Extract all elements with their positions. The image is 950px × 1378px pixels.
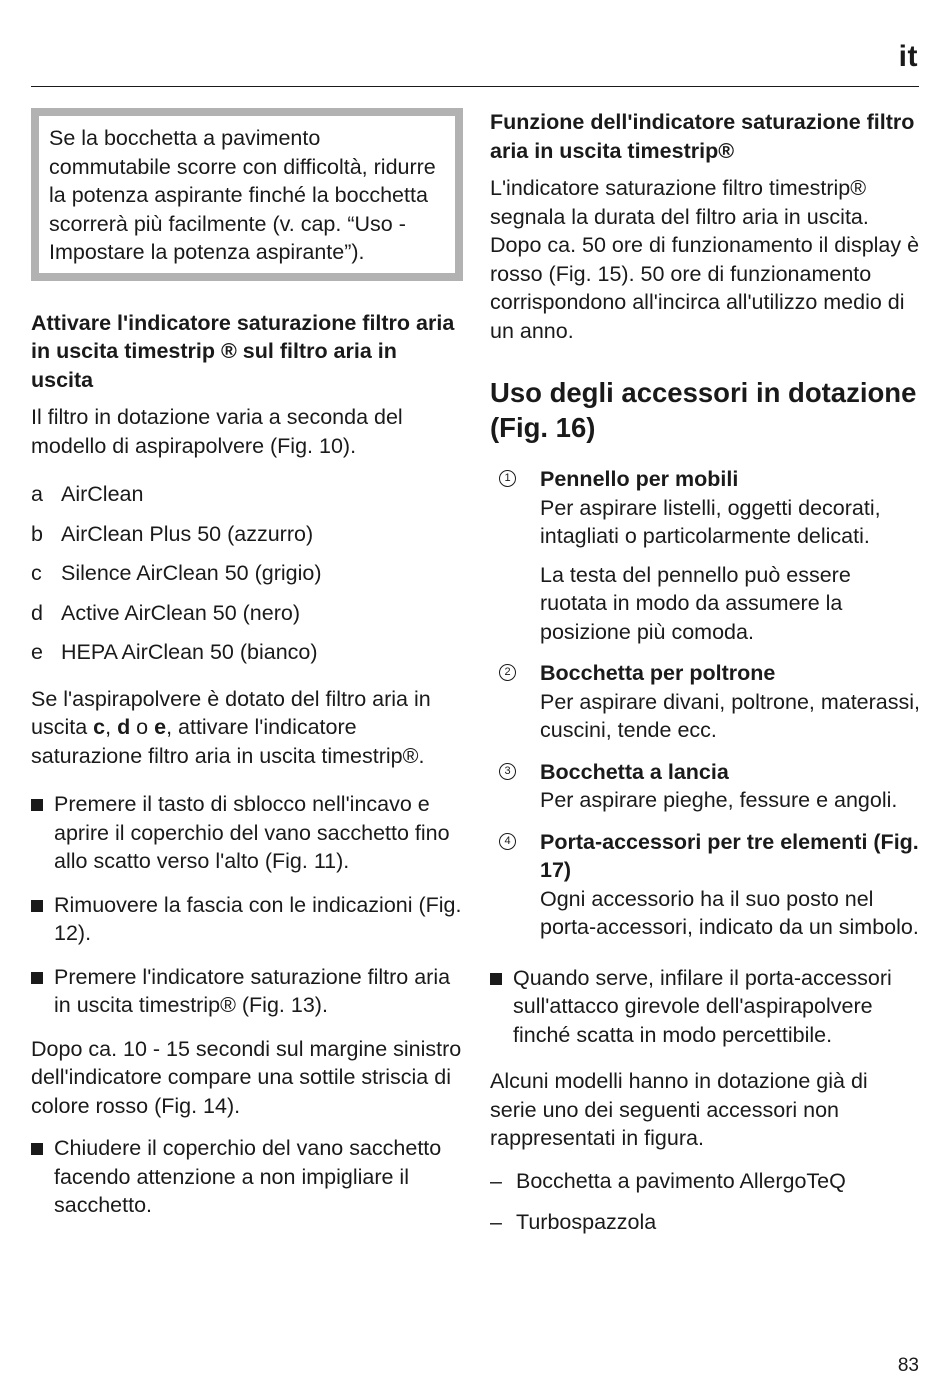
timestrip-activation-heading: Attivare l'indicatore saturazione filtro aria in uscita timestrip ® sul filtro aria in uscita xyxy=(31,310,455,392)
bullet-square-icon xyxy=(31,963,54,1020)
accessory-item xyxy=(490,758,920,815)
accessory-text: Per aspirare divani, poltrone, materassi, cuscini, tende ecc. xyxy=(540,689,921,742)
step-item: Premere l'indicatore saturazione filtro aria in uscita timestrip® (Fig. 13). xyxy=(31,963,463,1020)
accessory-item xyxy=(490,465,920,646)
dash-marker: – xyxy=(490,1210,502,1234)
list-text: Active AirClean 50 (nero) xyxy=(61,600,300,625)
accessory-title: Bocchetta a lancia xyxy=(540,759,729,784)
list-item xyxy=(31,638,463,667)
step-item: Quando serve, infilare il porta-accessori sull'attacco girevole dell'aspirapolvere finché scatta in modo percettibile. xyxy=(490,964,920,1050)
optional-accessories-text: Alcuni modelli hanno in dotazione già di serie uno dei seguenti accessori non rappresentati in figura. xyxy=(490,1069,868,1150)
list-letter: b xyxy=(31,521,43,546)
accessory-text: Ogni accessorio ha il suo posto nel porta-accessori, indicato da un simbolo. xyxy=(540,886,919,939)
accessory-title: Pennello per mobili xyxy=(540,467,739,491)
left-column xyxy=(31,108,463,1235)
list-letter: a xyxy=(31,482,43,506)
list-item: – Turbospazzola xyxy=(490,1208,920,1237)
step-item: Premere il tasto di sblocco nell'incavo e aprire il coperchio del vano sacchetto fino allo scatto verso l'alto (Fig. 11). xyxy=(31,790,463,876)
bullet-square-icon xyxy=(31,891,54,948)
header-rule xyxy=(31,86,919,87)
list-letter: c xyxy=(31,561,42,585)
filter-intro: Il filtro in dotazione varia a seconda del modello di aspirapolvere (Fig. 10). xyxy=(31,405,403,458)
bullet-square-icon xyxy=(490,964,513,1050)
list-letter: e xyxy=(31,640,43,664)
accessory-text: Per aspirare listelli, oggetti decorati, intagliati o particolarmente delicati. xyxy=(540,495,881,548)
list-item: – Bocchetta a pavimento AllergoTeQ xyxy=(490,1167,920,1196)
accessories-section-title: Uso degli accessori in dotazione (Fig. 16) xyxy=(490,377,917,443)
accessory-title: Porta-accessori per tre elementi (Fig. 17) xyxy=(540,829,919,882)
list-item xyxy=(31,480,463,509)
circled-number-icon: 2 xyxy=(499,664,516,681)
list-text: AirClean Plus 50 (azzurro) xyxy=(61,521,314,546)
list-item xyxy=(31,599,463,628)
list-letter: d xyxy=(31,600,43,625)
accessory-text: Per aspirare pieghe, fessure e angoli. xyxy=(540,788,898,812)
accessory-extra: La testa del pennello può essere ruotata in modo da assumere la posizione più comoda. xyxy=(540,562,851,644)
accessory-item xyxy=(490,659,920,745)
list-text: AirClean xyxy=(61,482,144,506)
note-box: Se la bocchetta a pavimento commutabile scorre con difficoltà, ridurre la potenza aspirante finché la bocchetta scorrerà più facilmente (v. cap. “Uso - Impostare la potenza aspirante”). xyxy=(31,108,463,281)
list-text: HEPA AirClean 50 (bianco) xyxy=(61,640,318,664)
circled-number-icon: 1 xyxy=(499,470,516,487)
red-stripe-paragraph: Dopo ca. 10 - 15 secondi sul margine sinistro dell'indicatore compare una sottile striscia di colore rosso (Fig. 14). xyxy=(31,1036,462,1118)
bullet-square-icon xyxy=(31,1134,54,1220)
timestrip-function-heading: Funzione dell'indicatore saturazione filtro aria in uscita timestrip® xyxy=(490,110,915,163)
accessory-item xyxy=(490,828,920,942)
right-column xyxy=(490,108,920,1250)
step-item: Rimuovere la fascia con le indicazioni (Fig. 12). xyxy=(31,891,463,948)
step-item: Chiudere il coperchio del vano sacchetto facendo attenzione a non impigliare il sacchetto. xyxy=(31,1134,463,1220)
circled-number-icon: 3 xyxy=(499,763,516,780)
circled-number-icon: 4 xyxy=(499,833,516,850)
list-text: Silence AirClean 50 (grigio) xyxy=(61,561,322,585)
bullet-square-icon xyxy=(31,790,54,876)
timestrip-function-text: L'indicatore saturazione filtro timestrip® segnala la durata del filtro aria in uscita. Dopo ca. 50 ore di funzionamento il display è rosso (Fig. 15). 50 ore di funzionamento corrispondono all'incirca all'utilizzo medio di un anno. xyxy=(490,176,920,343)
language-label: it xyxy=(898,40,918,73)
timestrip-condition: Se l'aspirapolvere è dotato del filtro aria in uscita c, d o e, attivare l'indicatore saturazione filtro aria in uscita timestrip®. xyxy=(31,686,431,768)
filter-list xyxy=(31,480,463,667)
list-item xyxy=(31,559,463,588)
accessory-title: Bocchetta per poltrone xyxy=(540,661,776,685)
page-number: 83 xyxy=(897,1355,919,1376)
list-item xyxy=(31,520,463,549)
dash-marker: – xyxy=(490,1168,502,1193)
